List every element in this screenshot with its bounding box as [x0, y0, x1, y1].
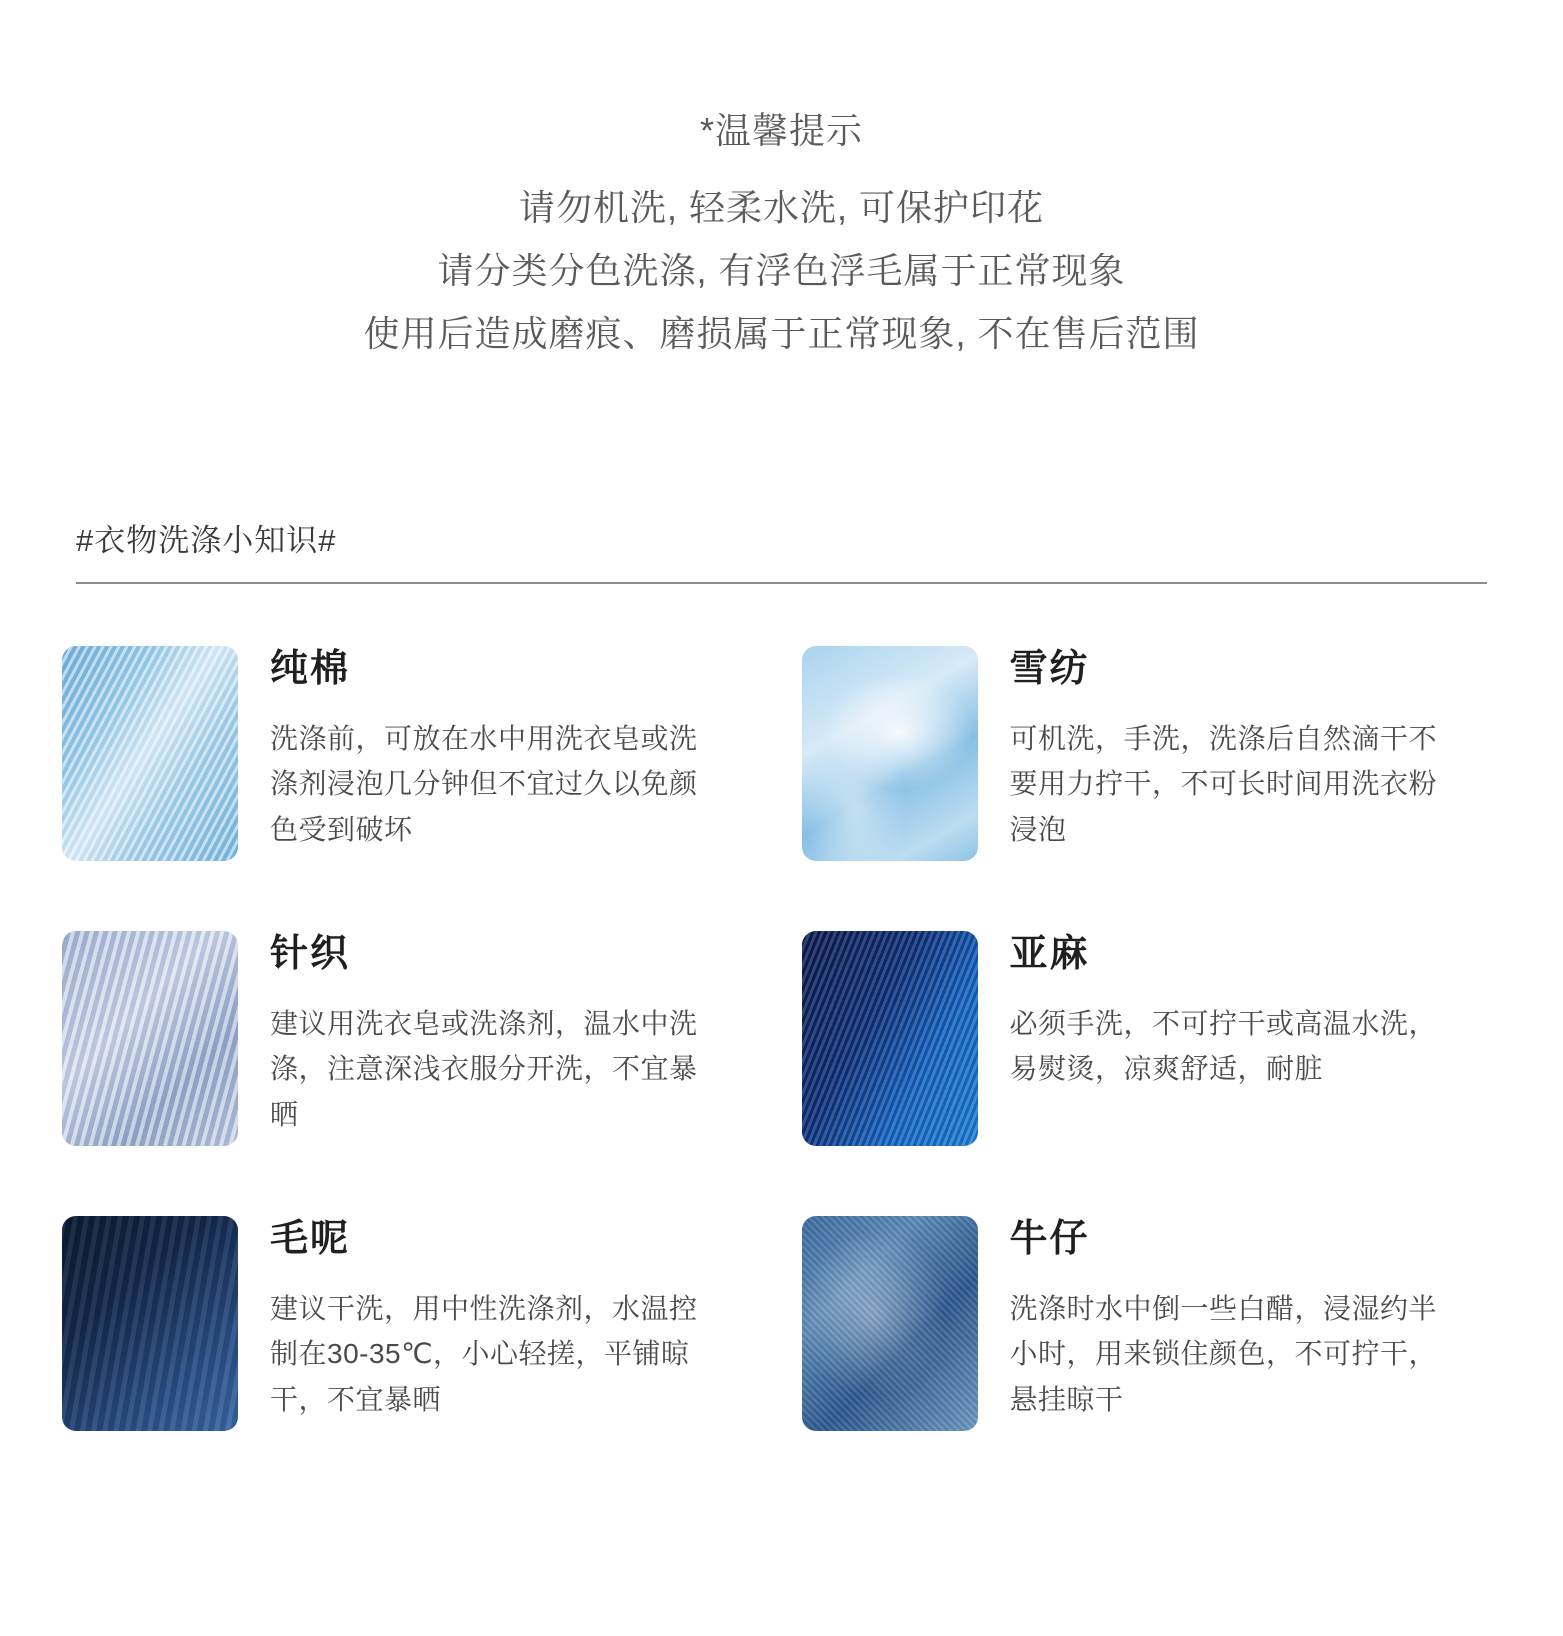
denim-fabric-swatch — [802, 1216, 978, 1431]
section-heading: #衣物洗涤小知识# — [76, 515, 1487, 584]
fabric-title: 针织 — [270, 933, 351, 975]
fabric-card-chiffon — [802, 646, 1502, 861]
fabric-title: 雪纺 — [1009, 648, 1090, 690]
knit-fabric-swatch — [62, 931, 238, 1146]
linen-fabric-swatch — [802, 931, 978, 1146]
fabric-card-knit — [62, 931, 762, 1146]
fabric-description: 建议干洗，用中性洗涤剂，水温控制在30-35℃，小心轻搓，平铺晾干，不宜暴晒 — [270, 1293, 698, 1415]
fabric-description: 洗涤前，可放在水中用洗衣皂或洗涤剂浸泡几分钟但不宜过久以免颜色受到破坏 — [270, 723, 698, 845]
fabric-card-body — [978, 931, 1440, 1092]
fabric-card-denim — [802, 1216, 1502, 1431]
care-tip-line-1: 请勿机洗, 轻柔水洗, 可保护印花 — [518, 187, 1044, 228]
fabric-description: 洗涤时水中倒一些白醋，浸湿约半小时，用来锁住颜色，不可拧干，悬挂晾干 — [1009, 1293, 1438, 1415]
fabric-card-body — [238, 1216, 700, 1422]
fabric-title: 纯棉 — [270, 648, 351, 690]
chiffon-fabric-swatch — [802, 646, 978, 861]
care-tips-block — [0, 0, 1563, 365]
care-tip-line-2: 请分类分色洗涤, 有浮色浮毛属于正常现象 — [437, 250, 1126, 291]
fabric-description: 可机洗，手洗，洗涤后自然滴干不要用力拧干，不可长时间用洗衣粉浸泡 — [1009, 723, 1438, 845]
fabric-card-linen — [802, 931, 1502, 1146]
care-tip-line-3: 使用后造成磨痕、磨损属于正常现象, 不在售后范围 — [363, 313, 1200, 354]
fabric-description: 必须手洗，不可拧干或高温水洗，易熨烫，凉爽舒适，耐脏 — [1009, 1008, 1438, 1085]
care-tips-title: *温馨提示 — [699, 110, 863, 151]
cotton-fabric-swatch — [62, 646, 238, 861]
washing-knowledge-section — [0, 515, 1563, 584]
fabric-card-wool — [62, 1216, 762, 1431]
fabric-card-body — [238, 646, 700, 852]
fabric-card-body — [978, 646, 1440, 852]
wool-fabric-swatch — [62, 1216, 238, 1431]
fabric-title: 毛呢 — [270, 1218, 351, 1260]
fabric-title: 亚麻 — [1009, 933, 1090, 975]
fabric-card-cotton — [62, 646, 762, 861]
fabric-description: 建议用洗衣皂或洗涤剂，温水中洗涤，注意深浅衣服分开洗，不宜暴晒 — [270, 1008, 698, 1130]
fabric-care-grid — [0, 646, 1563, 1501]
fabric-title: 牛仔 — [1009, 1218, 1090, 1260]
fabric-card-body — [978, 1216, 1440, 1422]
fabric-card-body — [238, 931, 700, 1137]
